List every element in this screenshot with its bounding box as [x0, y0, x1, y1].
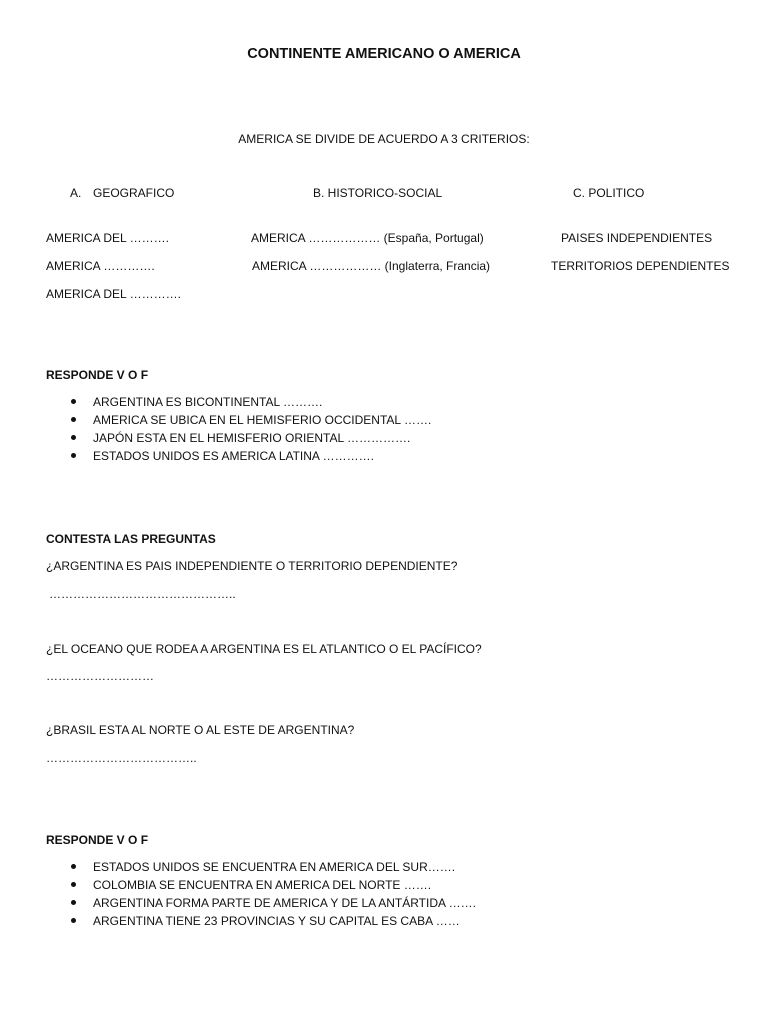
list-item: ESTADOS UNIDOS SE ENCUENTRA EN AMERICA DEL SUR……. [93, 858, 476, 876]
question-1: ¿ARGENTINA ES PAIS INDEPENDIENTE O TERRITORIO DEPENDIENTE? [46, 559, 458, 573]
list-item: ARGENTINA FORMA PARTE DE AMERICA Y DE LA ANTÁRTIDA ……. [93, 894, 476, 912]
bullet-icon [71, 900, 76, 905]
bullet-icon [71, 417, 76, 422]
geografico-line-1: AMERICA DEL ………. [46, 231, 169, 245]
bullet-icon [71, 435, 76, 440]
bullet-icon [71, 864, 76, 869]
list-item: ARGENTINA TIENE 23 PROVINCIAS Y SU CAPITAL ES CABA …… [93, 912, 476, 930]
section3-list [93, 858, 476, 930]
question-2: ¿EL OCEANO QUE RODEA A ARGENTINA ES EL ATLANTICO O EL PACÍFICO? [46, 642, 482, 656]
question-3: ¿BRASIL ESTA AL NORTE O AL ESTE DE ARGENTINA? [46, 723, 355, 737]
list-item: ESTADOS UNIDOS ES AMERICA LATINA …………. [93, 447, 431, 465]
section2-heading: CONTESTA LAS PREGUNTAS [46, 532, 216, 546]
criterion-c-label: C. POLITICO [573, 186, 645, 200]
criterion-a-marker: A. [70, 186, 82, 200]
answer-line-2: ……………………… [46, 669, 154, 683]
geografico-line-3: AMERICA DEL …………. [46, 287, 181, 301]
list-item: COLOMBIA SE ENCUENTRA EN AMERICA DEL NORTE ……. [93, 876, 476, 894]
historico-line-1: AMERICA ……………… (España, Portugal) [251, 231, 484, 245]
list-item: ARGENTINA ES BICONTINENTAL ………. [93, 393, 431, 411]
criterion-a-label: GEOGRAFICO [93, 186, 175, 200]
bullet-icon [71, 918, 76, 923]
page-title: CONTINENTE AMERICANO O AMERICA [247, 46, 521, 62]
bullet-icon [71, 399, 76, 404]
answer-line-3: ……………………………….. [46, 751, 197, 765]
answer-line-1: ……………………………………….. [49, 587, 236, 601]
list-item: AMERICA SE UBICA EN EL HEMISFERIO OCCIDENTAL ……. [93, 411, 431, 429]
politico-line-2: TERRITORIOS DEPENDIENTES [551, 259, 730, 273]
geografico-line-2: AMERICA …………. [46, 259, 155, 273]
section3-heading: RESPONDE V O F [46, 833, 149, 847]
bullet-icon [71, 882, 76, 887]
subtitle: AMERICA SE DIVIDE DE ACUERDO A 3 CRITERIOS: [238, 132, 530, 146]
section1-list [93, 393, 431, 465]
bullet-icon [71, 453, 76, 458]
politico-line-1: PAISES INDEPENDIENTES [561, 231, 713, 245]
section1-heading: RESPONDE V O F [46, 368, 149, 382]
criterion-b-label: B. HISTORICO-SOCIAL [313, 186, 443, 200]
historico-line-2: AMERICA ……………… (Inglaterra, Francia) [252, 259, 491, 273]
list-item: JAPÓN ESTA EN EL HEMISFERIO ORIENTAL ……………. [93, 429, 431, 447]
